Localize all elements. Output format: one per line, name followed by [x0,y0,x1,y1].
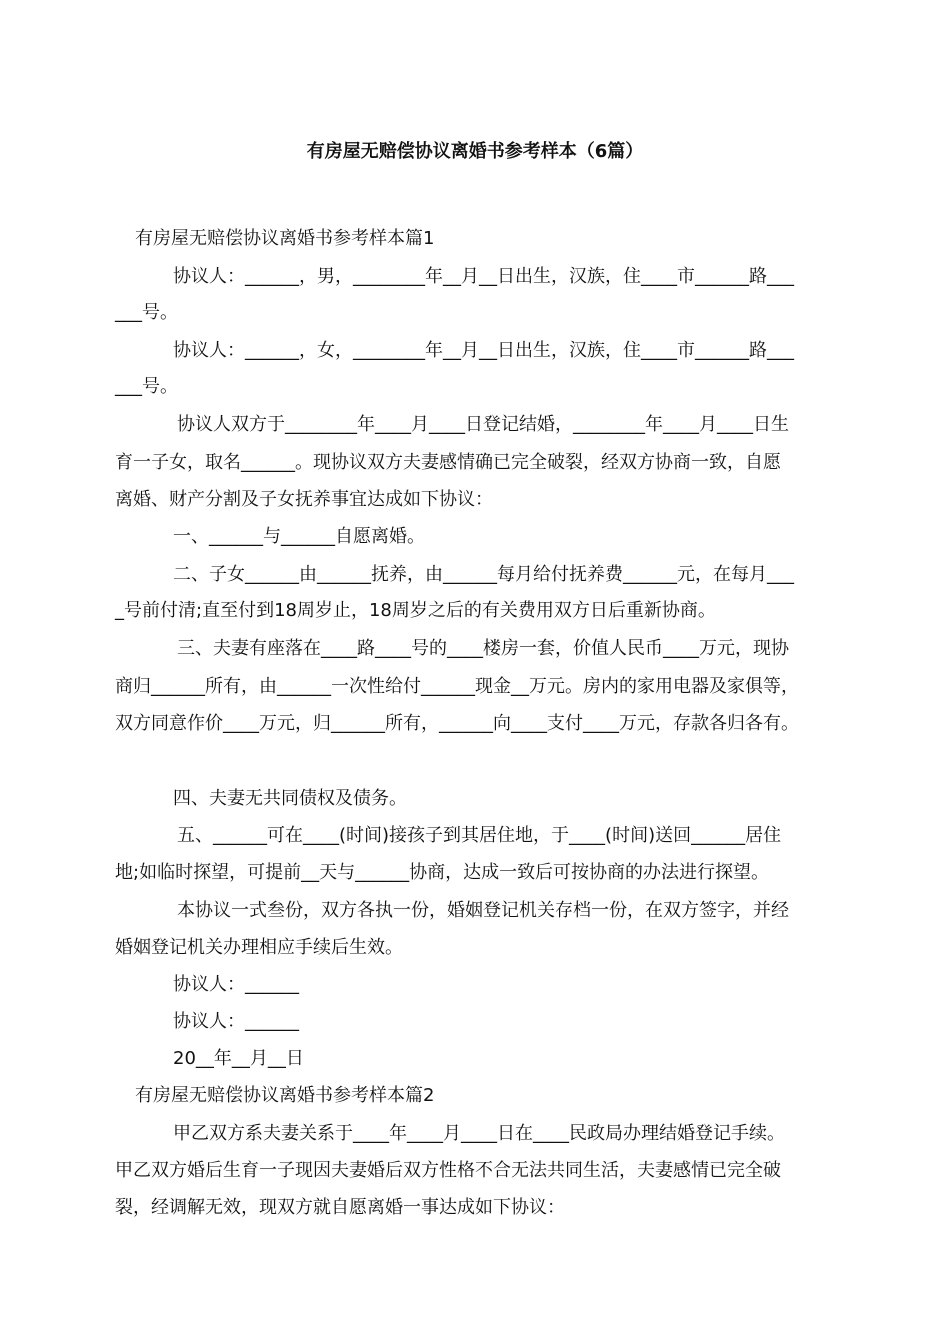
closing-line-2: 婚姻登记机关办理相应手续后生效。 [115,937,403,958]
section-2-intro-line-2: 甲乙双方婚后生育一子现因夫妻婚后双方性格不合无法共同生活，夫妻感情已完全破 [115,1160,781,1181]
party-1-line-2: ___号。 [115,302,178,323]
clause-1: 一、______与______自愿离婚。 [173,526,425,547]
party-2-line-1: 协议人：______，女，________年__月__日出生，汉族，住____市______路___ [173,340,794,361]
intro-line-2: 育一子女，取名______。现协议双方夫妻感情确已完全破裂，经双方协商一致，自愿 [115,452,781,473]
clause-2-line-2: _号前付清;直至付到18周岁止，18周岁之后的有关费用双方日后重新协商。 [115,600,716,621]
clause-3-line-2: 商归______所有，由______一次性给付______现金__万元。房内的家用电器及家俱等， [115,676,799,697]
signature-party-1: 协议人：______ [173,974,299,995]
clause-5-line-2: 地;如临时探望，可提前__天与______协商，达成一致后可按协商的办法进行探望。 [115,862,770,883]
document-title: 有房屋无赔偿协议离婚书参考样本（6篇） [306,141,644,162]
section-2-heading: 有房屋无赔偿协议离婚书参考样本篇2 [135,1085,435,1106]
section-2-intro-line-1: 甲乙双方系夫妻关系于____年____月____日在____民政局办理结婚登记手续。 [173,1123,785,1144]
clause-3-line-1: 三、夫妻有座落在____路____号的____楼房一套，价值人民币____万元，现协 [177,638,789,659]
clause-5-line-1: 五、______可在____(时间)接孩子到其居住地，于____(时间)送回______居住 [177,825,782,846]
party-2-line-2: ___号。 [115,376,178,397]
party-1-line-1: 协议人：______，男，________年__月__日出生，汉族，住____市______路___ [173,266,794,287]
section-2-intro-line-3: 裂，经调解无效，现双方就自愿离婚一事达成如下协议： [115,1197,565,1218]
clause-2-line-1: 二、子女______由______抚养，由______每月给付抚养费______元，在每月___ [173,564,794,585]
clause-4: 四、夫妻无共同债权及债务。 [173,788,407,809]
section-1-heading: 有房屋无赔偿协议离婚书参考样本篇1 [135,228,435,249]
clause-3-line-3: 双方同意作价____万元，归______所有，______向____支付____万元，存款各归各有。 [115,713,799,734]
intro-line-3: 离婚、财产分割及子女抚养事宜达成如下协议： [115,489,493,510]
intro-line-1: 协议人双方于________年____月____日登记结婚，________年____月____日生 [177,414,789,435]
signature-party-2: 协议人：______ [173,1011,299,1032]
signature-date: 20__年__月__日 [173,1048,304,1069]
closing-line-1: 本协议一式叁份，双方各执一份，婚姻登记机关存档一份，在双方签字，并经 [177,900,789,921]
